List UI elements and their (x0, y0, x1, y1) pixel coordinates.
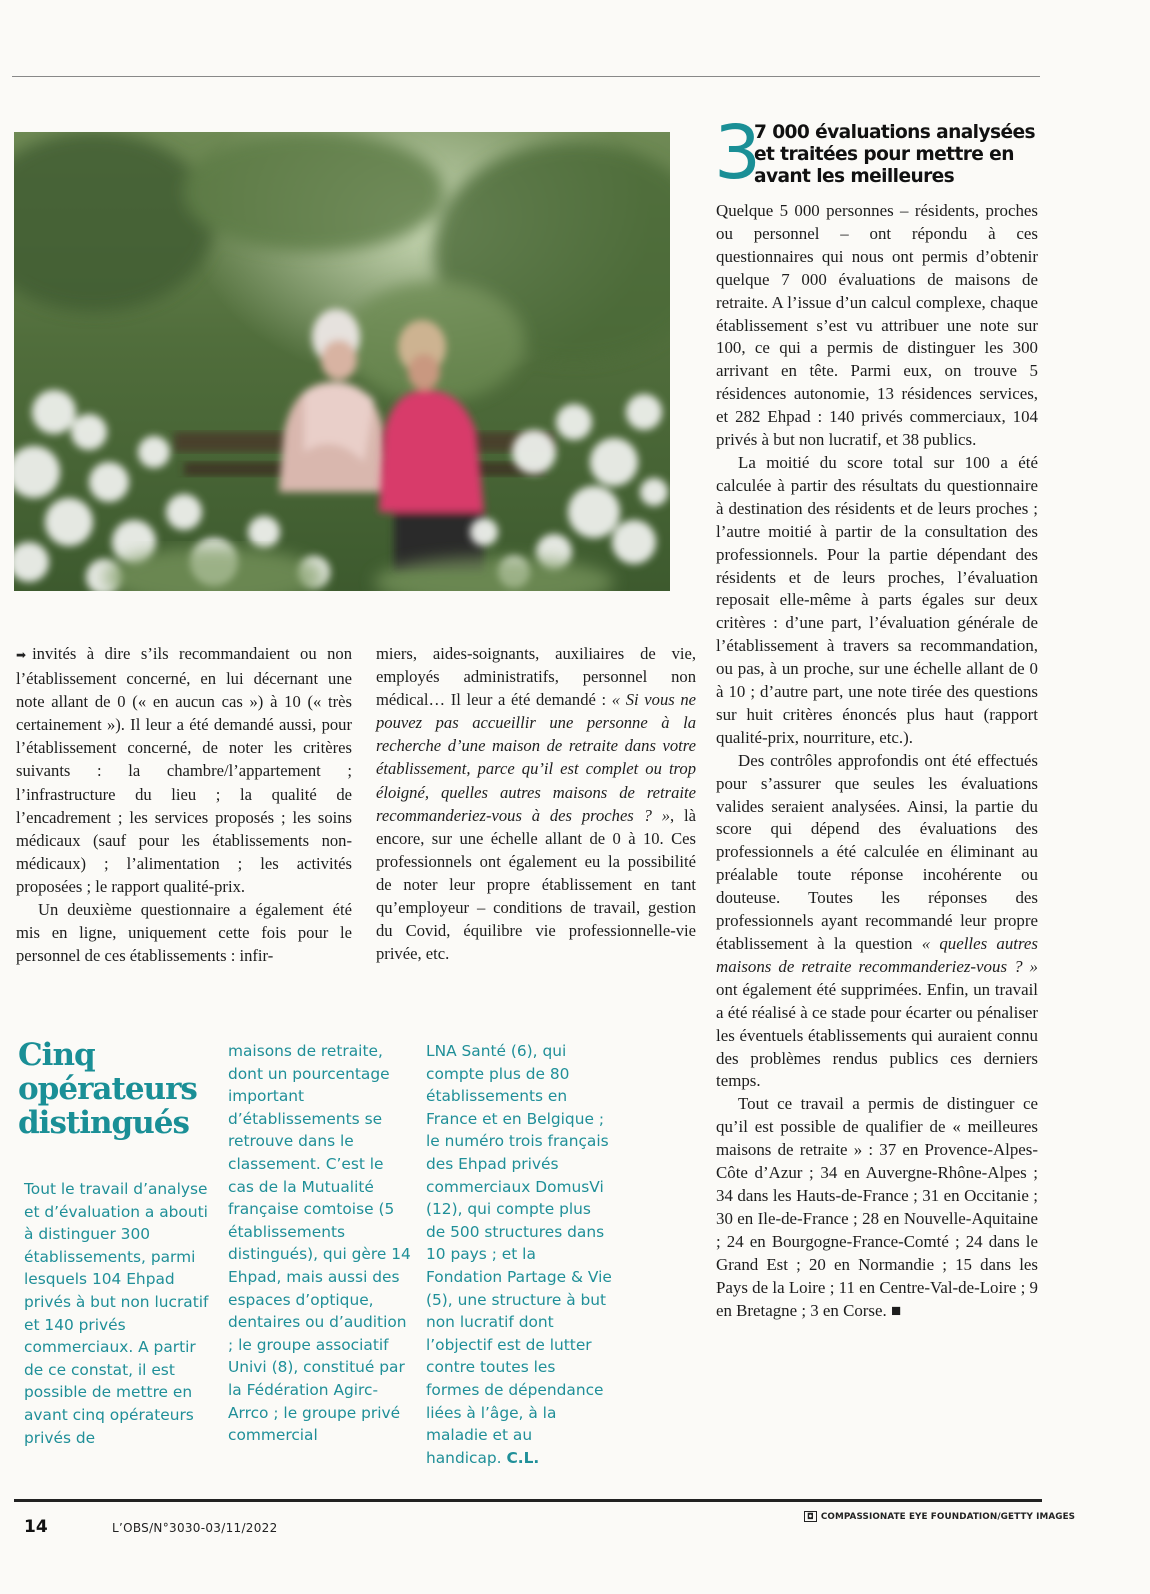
section-number: 3 (714, 110, 762, 196)
top-rule (12, 76, 1040, 77)
section-heading (714, 110, 1044, 196)
camera-icon: ◘ (804, 1511, 817, 1522)
right-paragraph-4: Tout ce travail a permis de distinguer ce qu’il est possible de qualifier de « meilleures maisons de retraite » : 37 en Provence-Alpes-Côte d’Azur ; 34 en Auvergne-Rhône-Alpes ; 34 dans les Hauts-de-France ; 31 en Occitanie ; 30 en Ile-de-France ; 28 en Nouvelle-Aquitaine ; 24 en Bourgogne-France-Comté ; 24 dans le Grand Est ; 20 en Normandie ; 15 dans les Pays de la Loire ; 11 en Centre-Val-de-Loire ; 9 en Bretagne ; 3 en Corse. ■ (716, 1094, 1038, 1320)
right-paragraph-3: Des contrôles approfondis ont été effectués pour s’assurer que seules les évaluations valides seraient analysées. Ainsi, la partie du score qui dépend des évaluations des professionnels a été calculée en éliminant au préalable toute réponse incohérente ou douteuse. Toutes les réponses des professionnels ayant recommandé leur propre établissement à la question « quelles autres maisons de retraite recommanderiez-vous ? » ont également été supprimées. Enfin, un travail a été réalisé à ce stade pour écarter ou pénaliser les éventuels établissements qui auraient connu des problèmes rendus publics ces derniers temps. (716, 750, 1038, 1091)
photo-two-women-on-bench (14, 132, 670, 591)
sidebar-column-1: Tout le travail d’analyse et d’évaluation a abouti à distinguer 300 établissements, parmi lesquels 104 Ehpad privés à but non lucratif et 140 privés commerciaux. A partir de ce constat, il est possible de mettre en avant cinq opérateurs privés de (24, 1180, 209, 1447)
end-mark-icon: ■ (890, 1300, 902, 1320)
author-signature: C.L. (506, 1448, 540, 1467)
issue-info: L’OBS/N°3030-03/11/2022 (112, 1521, 278, 1535)
middle-paragraph: miers, aides-soignants, auxiliaires de vie, employés administratifs, personnel non médical… Il leur a été demandé : « Si vous ne pouvez pas accueillir une personne à la recherche d’une maison de retraite dans votre établissement, parce qu’il est complet ou trop éloigné, quelles autres maisons de retraite recommanderiez-vous à des proches ? », là encore, sur une échelle allant de 0 à 10. Ces professionnels ont également eu la possibilité de noter leur propre établissement en tant qu’employeur – conditions de travail, gestion du Covid, équilibre vie professionnelle-vie privée, etc. (376, 644, 696, 964)
photo-credit: ◘ COMPASSIONATE EYE FOUNDATION/GETTY IMAGES (804, 1511, 1075, 1522)
right-paragraph-2: La moitié du score total sur 100 a été calculée à partir des résultats du questionnaire à destination des résidents et de leurs proches ; l’autre moitié à partir de la consultation des professionnels. Pour la partie dépendant des résidents et de leurs proches, l’évaluation reposait elle-même à parts égales sur deux critères : d’une part, l’évaluation générale de l’établissement à travers sa recommandation, ou pas, à un proche, sur une échelle allant de 0 à 10 ; d’autre part, une note tirée des questions sur huit critères énoncés plus haut (rapport qualité-prix, nourriture, etc.). (716, 452, 1038, 747)
right-text-column (716, 200, 1038, 1322)
right-paragraph-1: Quelque 5 000 personnes – résidents, proches ou personnel – ont répondu à ces questionnaires qui nous ont permis d’obtenir quelque 7 000 évaluations de maisons de retraite. A l’issue d’un calcul complexe, chaque établissement s’est vu attribuer une note sur 100, ce qui a permis de distinguer les 300 arrivant en tête. Parmi eux, on trouve 5 résidences autonomie, 13 résidences services, et 282 Ehpad : 140 privés commerciaux, 104 privés à but non lucratif, et 38 publics. (716, 201, 1038, 450)
quoted-question: « Si vous ne pouvez pas accueillir une personne à la recherche d’une maison de retraite dans votre établissement, parce qu’il est complet ou trop éloigné, quelles autres maisons de retraite recommanderiez-vous à des proches ? » (376, 690, 696, 825)
sidebar-column-3: LNA Santé (6), qui compte plus de 80 établissements en France et en Belgique ; le numéro trois français des Ehpad privés commerciaux DomusVi (12), qui compte plus de 500 structures dans 10 pays ; et la Fondation Partage & Vie (5), une structure à but non lucratif dont l’objectif est de lutter contre toutes les formes de dépendance liées à l’âge, à la maladie et au handicap. C.L. (426, 1042, 612, 1467)
footer-rule (14, 1499, 1042, 1502)
sidebar-title: Cinq opérateurs distingués (18, 1037, 197, 1141)
sidebar-column-2: maisons de retraite, dont un pourcentage important d’établissements se retrouve dans le classement. C’est le cas de la Mutualité française comtoise (5 établissements distingués), qui gère 14 Ehpad, mais aussi des espaces d’optique, dentaires ou d’audition ; le groupe associatif Univi (8), constitué par la Fédération Agirc-Arrco ; le groupe privé commercial (228, 1042, 411, 1445)
section-title: 7 000 évaluations analysées et traitées pour mettre en avant les meilleures (754, 122, 1035, 187)
middle-text-column (376, 642, 696, 965)
quoted-question: « quelles autres maisons de retraite recommanderiez-vous ? » (716, 934, 1038, 976)
left-paragraph-2: Un deuxième questionnaire a également été mis en ligne, uniquement cette fois pour le personnel de ces établissements : infir- (16, 900, 352, 966)
page-number: 14 (24, 1517, 48, 1537)
left-text-column (16, 642, 352, 967)
continuation-arrow-icon: ➡ (16, 648, 27, 662)
left-paragraph-1: ➡ invités à dire s’ils recommandaient ou non l’établissement concerné, en lui décernant une note allant de 0 (« en aucun cas ») à 10 (« très certainement »). Il leur a été demandé aussi, pour l’établissement concerné, de noter les critères suivants : la chambre/l’appartement ; l’infrastructure du lieu ; la qualité de l’encadrement ; les services proposés ; les soins médicaux (sauf pour les établissements non-médicaux) ; l’alimentation ; les activités proposées ; le rapport qualité-prix. (16, 644, 352, 896)
